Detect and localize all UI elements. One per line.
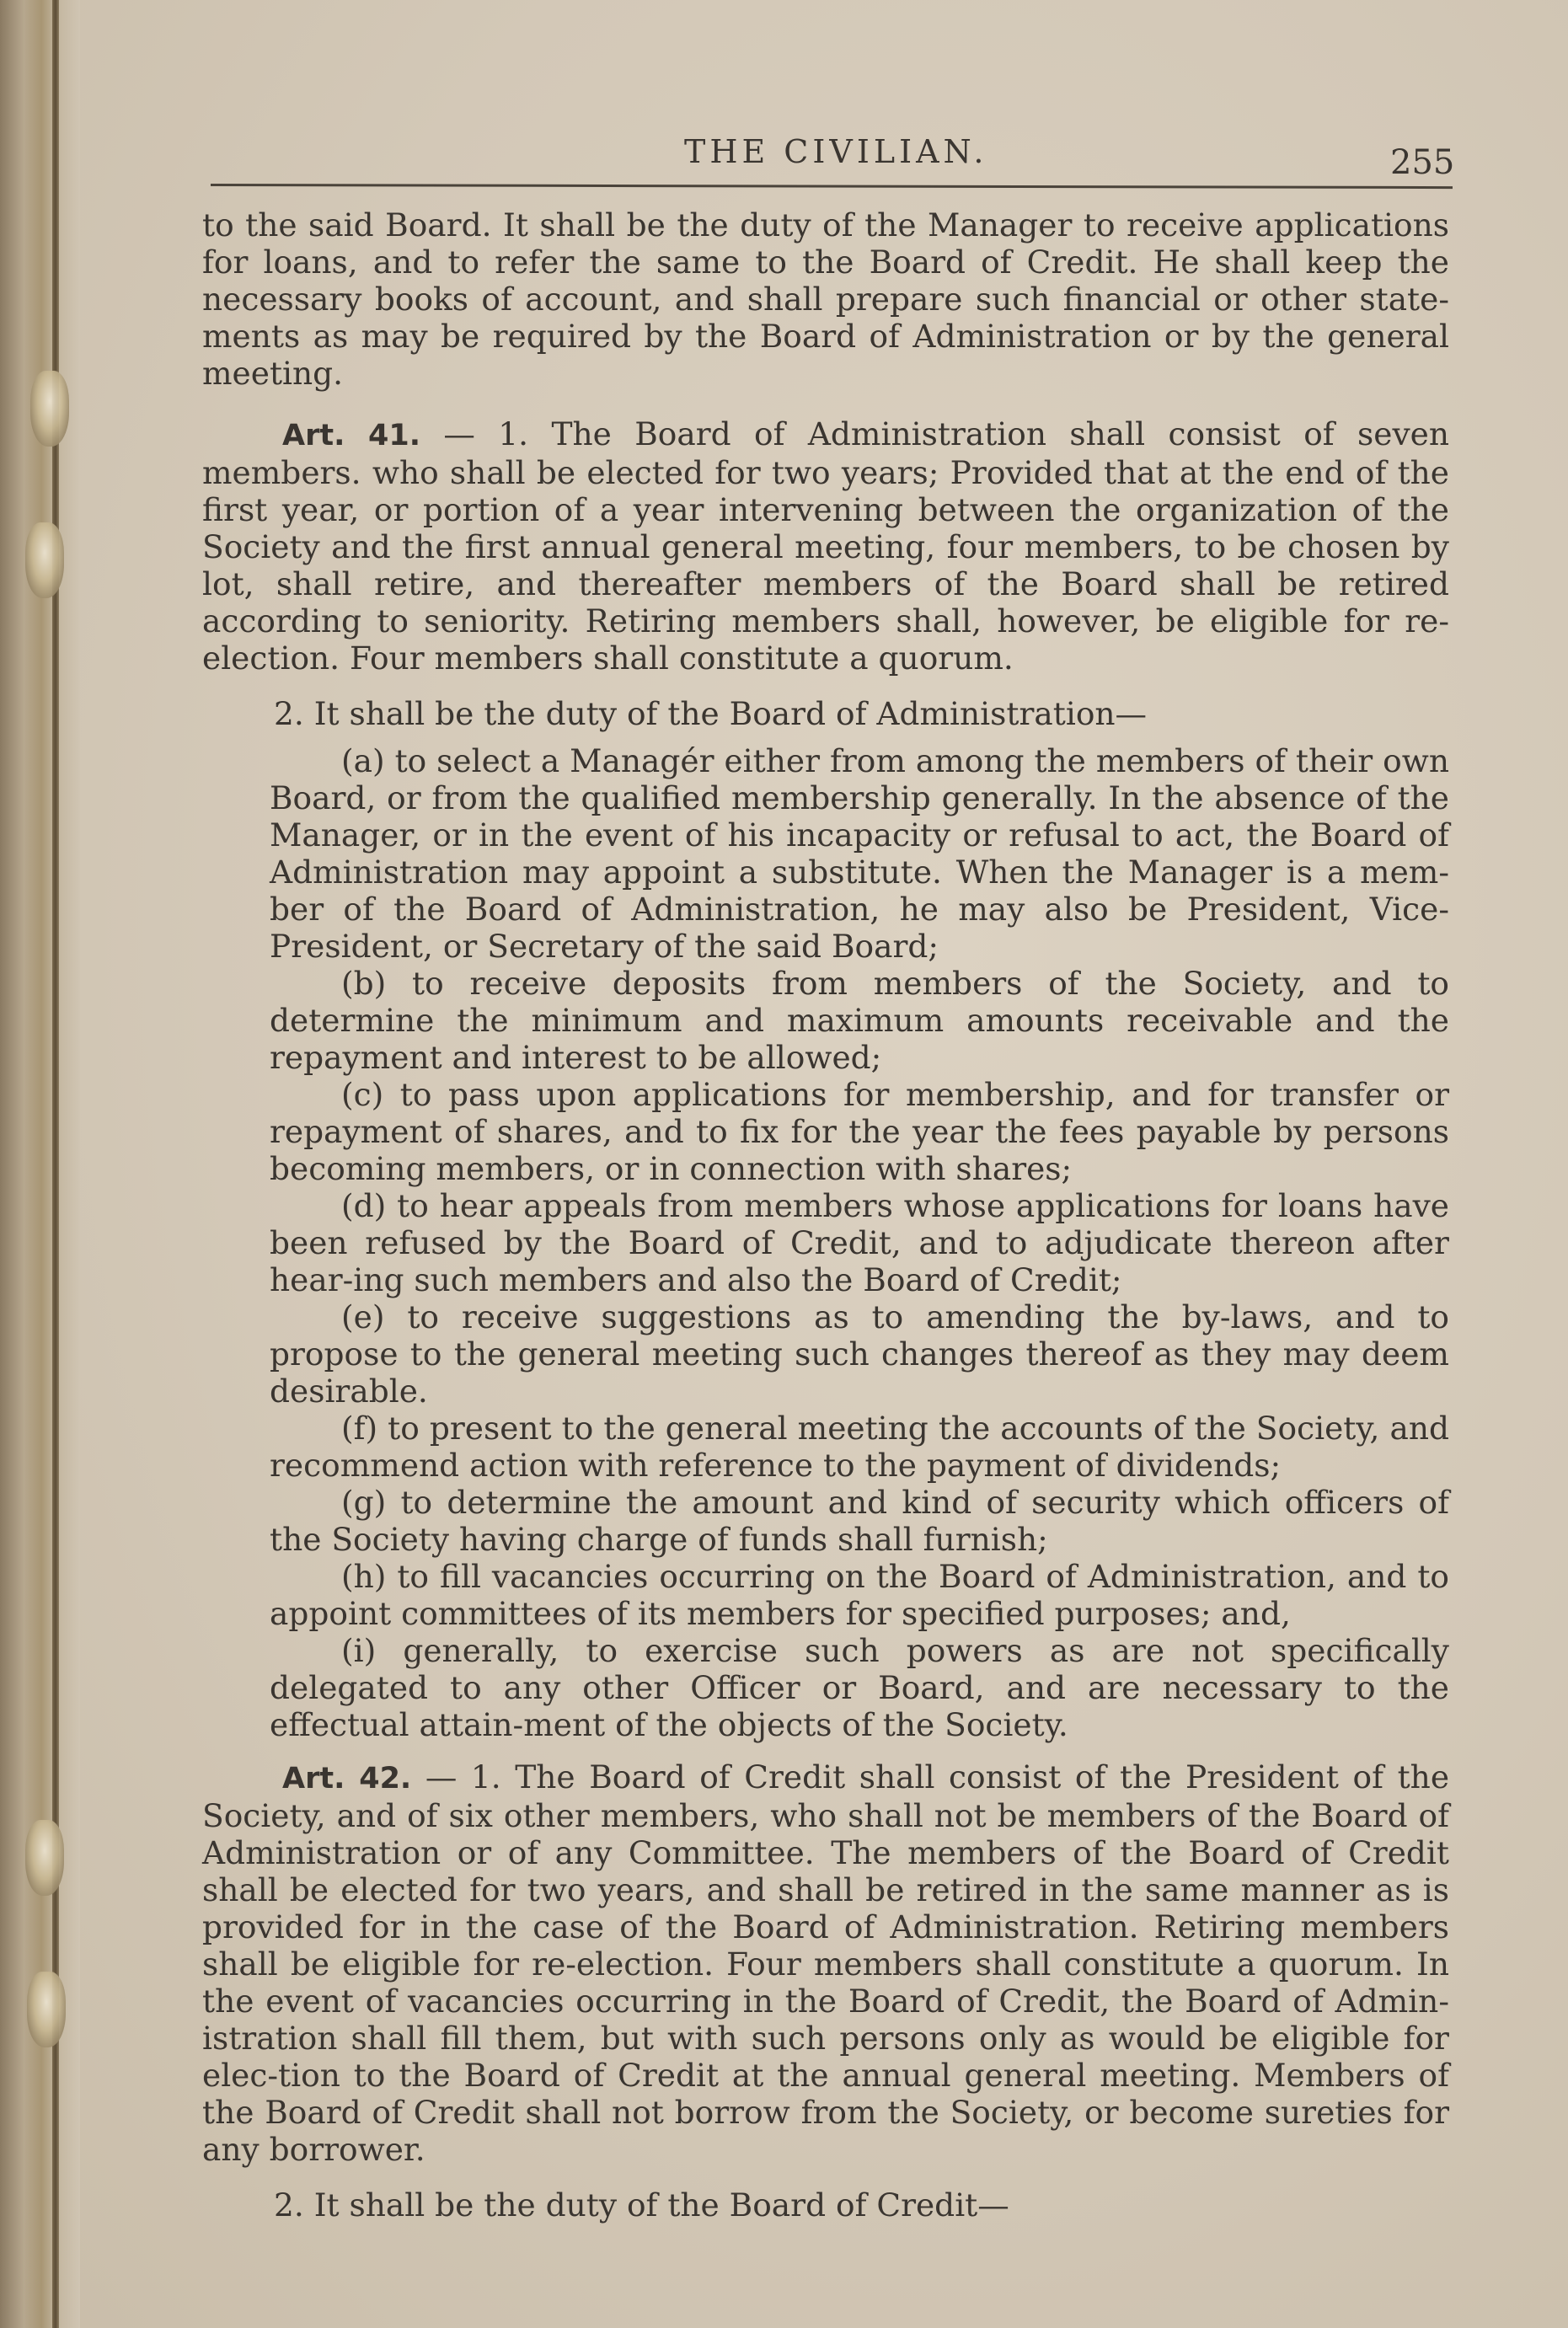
book-gutter — [0, 0, 80, 2328]
running-head — [0, 126, 1568, 182]
list-item: (i) generally, to exercise such powers as are not specifically delegated to any other Officer or Board, and are necessary to the effectual attain-ment of the objects of the Society. — [270, 1632, 1449, 1743]
binding-stitch — [30, 371, 69, 447]
article-42-text: — 1. The Board of Credit shall consist of the President of the Society, and of six other members, who shall not be members of the Board of Administration or of any Committee. The members of the Board of Credit shall be elected for two years, and shall be retired in the same manner as is provided for in the case of the Board of Administration. Retiring members shall be eligible for re-election. Four members shall constitute a quorum. In the event of vacancies occurring in the Board of Credit, the Board of Admin-istration shall fill them, but with such persons only as would be eligible for elec-tion to the Board of Credit at the annual general meeting. Members of the Board of Credit shall not borrow from the Society, or become sureties for any borrower. — [202, 1758, 1450, 2168]
duty-list — [202, 742, 1449, 1743]
article-42-label: Art. 42. — [282, 1762, 412, 1796]
binding-stitch — [27, 1972, 66, 2047]
article-41-label: Art. 41. — [282, 419, 421, 452]
list-item: (g) to determine the amount and kind of security which officers of the Society having charge of funds shall furnish; — [270, 1484, 1449, 1558]
list-item: (h) to fill vacancies occurring on the Board of Administration, and to appoint committees of its members for specified purposes; and, — [270, 1558, 1449, 1632]
binding-stitch — [25, 522, 64, 598]
list-item: (d) to hear appeals from members whose applications for loans have been refused by the Board of Credit, and to adjudicate thereon after hear-ing such members and also the Board of Credit; — [270, 1187, 1449, 1298]
list-item: (f) to present to the general meeting the accounts of the Society, and recommend action with reference to the payment of dividends; — [270, 1410, 1449, 1484]
article-41-section-2-intro: 2. It shall be the duty of the Board of Administration— — [274, 695, 1148, 732]
journal-title: THE CIVILIAN. — [684, 133, 988, 170]
article-42-paragraph — [202, 1758, 1449, 2168]
list-item: (a) to select a Managér either from among the members of their own Board, or from the qualified membership generally. In the absence of the Manager, or in the event of his incapacity or refusal to act, the Board of Administration may appoint a substitute. When the Manager is a mem-ber of the Board of Administration, he may also be President, Vice-President, or Secretary of the said Board; — [270, 742, 1449, 965]
page-body — [202, 206, 1449, 2224]
article-41-text: — 1. The Board of Administration shall consist of seven members. who shall be elected for two years; Provided that at the end of the first year, or portion of a year intervening between the organization of the Society and the first annual general meeting, four members, to be chosen by lot, shall retire, and thereafter members of the Board shall be retired according to seniority. Retiring members shall, however, be eligible for re-election. Four members shall constitute a quorum. — [202, 415, 1449, 677]
header-rule — [211, 184, 1453, 189]
list-item: (c) to pass upon applications for membership, and for transfer or repayment of shares, and to fix for the year the fees payable by persons becoming members, or in connection with shares; — [270, 1076, 1449, 1187]
binding-stitch — [25, 1820, 64, 1896]
article-41-paragraph — [202, 415, 1449, 677]
article-42-section-2-intro: 2. It shall be the duty of the Board of Credit— — [274, 2186, 1009, 2224]
list-item: (b) to receive deposits from members of the Society, and to determine the minimum and maximum amounts receivable and the repayment and interest to be allowed; — [270, 965, 1449, 1076]
list-item: (e) to receive suggestions as to amending the by-laws, and to propose to the general meeting such changes thereof as they may deem desirable. — [270, 1298, 1449, 1410]
continuation-paragraph: to the said Board. It shall be the duty of the Manager to receive applications for loans, and to refer the same to the Board of Credit. He shall keep the necessary books of account, and shall prepare such financial or other state-ments as may be required by the Board of Administration or by the general meeting. — [202, 206, 1449, 392]
page-number: 255 — [1390, 143, 1455, 182]
